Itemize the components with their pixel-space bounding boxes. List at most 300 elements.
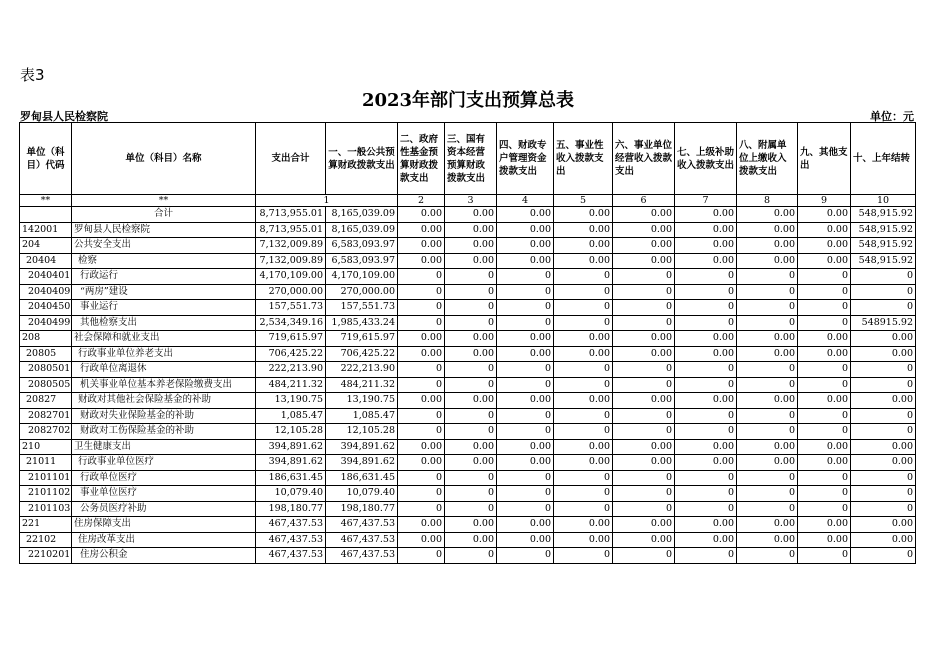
organization-name: 罗甸县人民检察院: [20, 110, 108, 123]
row-value: 0.00: [398, 207, 445, 223]
row-value: 0: [851, 362, 916, 378]
row-name: 公共安全支出: [72, 238, 256, 254]
row-code: 2080505: [20, 377, 72, 393]
row-name: 住房保障支出: [72, 517, 256, 533]
row-value: 7,132,009.89: [256, 238, 326, 254]
row-value: 0.00: [675, 517, 737, 533]
row-value: 0.00: [497, 532, 554, 548]
table-row: [20, 470, 916, 486]
row-value: 0: [851, 300, 916, 316]
row-value: 0.00: [737, 207, 798, 223]
row-value: 0: [497, 470, 554, 486]
row-value: 0: [613, 377, 675, 393]
row-value: 0: [675, 470, 737, 486]
row-value: 8,165,039.09: [326, 222, 398, 238]
row-value: 0: [398, 548, 445, 564]
row-value: 0: [398, 300, 445, 316]
row-value: 467,437.53: [326, 532, 398, 548]
row-name: 合计: [72, 207, 256, 223]
table-tag: 表3: [20, 66, 45, 84]
row-value: 0: [737, 300, 798, 316]
row-value: 0: [398, 284, 445, 300]
row-value: 0: [798, 269, 851, 285]
row-value: 13,190.75: [256, 393, 326, 409]
row-value: 0: [445, 377, 497, 393]
index-row: [20, 195, 916, 207]
row-value: 0: [398, 315, 445, 331]
row-value: 0.00: [554, 253, 613, 269]
row-value: 0.00: [798, 346, 851, 362]
row-code: 20827: [20, 393, 72, 409]
row-value: 0.00: [554, 222, 613, 238]
row-value: 0: [613, 424, 675, 440]
row-value: 0: [675, 486, 737, 502]
row-value: 0.00: [445, 207, 497, 223]
row-value: 0.00: [554, 455, 613, 471]
row-value: 0.00: [798, 517, 851, 533]
row-value: 0: [798, 424, 851, 440]
row-name: 公务员医疗补助: [72, 501, 256, 517]
row-value: 0: [497, 424, 554, 440]
index-cell: 8: [737, 195, 798, 207]
row-value: 13,190.75: [326, 393, 398, 409]
row-value: 0.00: [613, 207, 675, 223]
row-value: 0: [851, 284, 916, 300]
header-general-budget: 一、一般公共预算财政拨款支出: [326, 123, 398, 195]
row-value: 0: [798, 377, 851, 393]
row-value: 0.00: [445, 455, 497, 471]
row-value: 0: [798, 501, 851, 517]
row-value: 0.00: [554, 517, 613, 533]
row-value: 0.00: [554, 393, 613, 409]
row-value: 548,915.92: [851, 238, 916, 254]
header-operating-income: 六、事业单位经营收入拨款支出: [613, 123, 675, 195]
row-value: 0.00: [497, 455, 554, 471]
row-value: 0: [613, 315, 675, 331]
table-row: [20, 439, 916, 455]
row-name: 行政事业单位医疗: [72, 455, 256, 471]
row-value: 0: [613, 362, 675, 378]
row-code: 21011: [20, 455, 72, 471]
row-value: 0.00: [613, 455, 675, 471]
index-cell: 4: [497, 195, 554, 207]
row-value: 548,915.92: [851, 222, 916, 238]
row-value: 0: [613, 486, 675, 502]
row-value: 0.00: [445, 331, 497, 347]
row-value: 0.00: [675, 207, 737, 223]
row-value: 0: [851, 470, 916, 486]
row-value: 0: [497, 548, 554, 564]
row-value: 0.00: [445, 222, 497, 238]
row-value: 1,085.47: [326, 408, 398, 424]
row-value: 0: [798, 362, 851, 378]
row-value: 0.00: [554, 346, 613, 362]
row-value: 186,631.45: [256, 470, 326, 486]
row-value: 0.00: [675, 346, 737, 362]
row-value: 0: [445, 362, 497, 378]
row-value: 0: [497, 362, 554, 378]
table-row: [20, 362, 916, 378]
row-value: 0.00: [398, 517, 445, 533]
row-code: 2040450: [20, 300, 72, 316]
row-value: 0: [675, 300, 737, 316]
index-cell: 10: [851, 195, 916, 207]
row-value: 6,583,093.97: [326, 238, 398, 254]
budget-table: [19, 122, 916, 564]
row-value: 0.00: [798, 532, 851, 548]
row-value: 0.00: [497, 393, 554, 409]
row-value: 0: [398, 269, 445, 285]
row-value: 0.00: [737, 238, 798, 254]
row-value: 4,170,109.00: [326, 269, 398, 285]
index-cell: 7: [675, 195, 737, 207]
index-cell: 6: [613, 195, 675, 207]
row-value: 0.00: [497, 238, 554, 254]
table-row: [20, 377, 916, 393]
row-value: 0.00: [851, 517, 916, 533]
row-code: 20805: [20, 346, 72, 362]
row-value: 157,551.73: [326, 300, 398, 316]
row-value: 0: [613, 501, 675, 517]
row-value: 0.00: [851, 439, 916, 455]
row-value: 0: [613, 408, 675, 424]
row-value: 12,105.28: [256, 424, 326, 440]
row-name: 行政运行: [72, 269, 256, 285]
row-value: 0: [445, 315, 497, 331]
row-value: 0.00: [497, 517, 554, 533]
table-row: [20, 269, 916, 285]
row-value: 10,079.40: [326, 486, 398, 502]
row-code: 2082702: [20, 424, 72, 440]
row-value: 186,631.45: [326, 470, 398, 486]
row-value: 0.00: [798, 238, 851, 254]
row-value: 0.00: [445, 532, 497, 548]
row-value: 0.00: [798, 207, 851, 223]
header-gov-fund: 二、政府性基金预算财政拨款支出: [398, 123, 445, 195]
row-name: “两房”建设: [72, 284, 256, 300]
row-value: 8,713,955.01: [256, 207, 326, 223]
row-value: 0.00: [851, 455, 916, 471]
row-value: 394,891.62: [326, 439, 398, 455]
row-value: 0.00: [613, 532, 675, 548]
row-value: 0: [737, 284, 798, 300]
row-value: 0: [737, 501, 798, 517]
row-value: 0: [798, 315, 851, 331]
row-value: 4,170,109.00: [256, 269, 326, 285]
row-name: 住房改革支出: [72, 532, 256, 548]
header-other: 九、其他支出: [798, 123, 851, 195]
row-value: 222,213.90: [256, 362, 326, 378]
row-value: 484,211.32: [326, 377, 398, 393]
header-state-capital: 三、国有资本经营预算财政拨款支出: [445, 123, 497, 195]
row-value: 0: [737, 424, 798, 440]
row-value: 0.00: [398, 455, 445, 471]
row-code: 2040401: [20, 269, 72, 285]
row-value: 0: [398, 486, 445, 502]
row-code: [20, 207, 72, 223]
row-value: 0: [675, 315, 737, 331]
row-value: 0.00: [737, 331, 798, 347]
table-row: [20, 207, 916, 223]
row-value: 0: [675, 362, 737, 378]
row-value: 0.00: [497, 346, 554, 362]
row-value: 548,915.92: [851, 253, 916, 269]
row-value: 0: [851, 377, 916, 393]
row-value: 0: [798, 408, 851, 424]
row-value: 10,079.40: [256, 486, 326, 502]
row-value: 0: [497, 300, 554, 316]
row-value: 0.00: [675, 222, 737, 238]
table-row: [20, 455, 916, 471]
row-value: 0.00: [398, 346, 445, 362]
table-row: [20, 532, 916, 548]
row-code: 2082701: [20, 408, 72, 424]
row-value: 0: [798, 548, 851, 564]
row-value: 0.00: [851, 331, 916, 347]
table-row: [20, 393, 916, 409]
row-value: 8,713,955.01: [256, 222, 326, 238]
row-value: 0: [737, 470, 798, 486]
row-value: 0.00: [737, 517, 798, 533]
row-code: 208: [20, 331, 72, 347]
row-value: 0.00: [554, 439, 613, 455]
row-code: 204: [20, 238, 72, 254]
row-value: 0: [398, 377, 445, 393]
row-value: 0: [613, 269, 675, 285]
row-value: 0: [798, 300, 851, 316]
row-value: 0: [445, 548, 497, 564]
row-code: 2101102: [20, 486, 72, 502]
row-value: 467,437.53: [256, 517, 326, 533]
row-value: 0: [613, 284, 675, 300]
row-code: 2210201: [20, 548, 72, 564]
row-value: 0.00: [398, 222, 445, 238]
row-value: 0: [851, 269, 916, 285]
row-value: 6,583,093.97: [326, 253, 398, 269]
row-value: 706,425.22: [326, 346, 398, 362]
row-name: 财政对失业保险基金的补助: [72, 408, 256, 424]
row-value: 0.00: [675, 439, 737, 455]
row-value: 0: [737, 548, 798, 564]
row-value: 0: [675, 501, 737, 517]
row-name: 财政对工伤保险基金的补助: [72, 424, 256, 440]
row-value: 0.00: [851, 532, 916, 548]
row-name: 住房公积金: [72, 548, 256, 564]
row-name: 事业单位医疗: [72, 486, 256, 502]
row-value: 0.00: [737, 253, 798, 269]
row-value: 0.00: [398, 393, 445, 409]
unit-label: 单位：元: [870, 110, 914, 123]
row-value: 1,985,433.24: [326, 315, 398, 331]
row-value: 0.00: [554, 331, 613, 347]
row-name: 事业运行: [72, 300, 256, 316]
row-name: 机关事业单位基本养老保险缴费支出: [72, 377, 256, 393]
row-value: 0.00: [737, 222, 798, 238]
row-value: 0: [675, 408, 737, 424]
row-value: 394,891.62: [256, 439, 326, 455]
row-value: 0.00: [675, 393, 737, 409]
row-value: 0: [675, 548, 737, 564]
row-value: 0.00: [737, 455, 798, 471]
table-row: [20, 284, 916, 300]
row-value: 0: [554, 501, 613, 517]
row-value: 2,534,349.16: [256, 315, 326, 331]
row-value: 0: [554, 470, 613, 486]
row-value: 0: [798, 284, 851, 300]
row-value: 270,000.00: [326, 284, 398, 300]
row-value: 0: [445, 470, 497, 486]
row-value: 0: [554, 424, 613, 440]
row-value: 0.00: [798, 393, 851, 409]
row-value: 0: [554, 284, 613, 300]
table-row: [20, 486, 916, 502]
row-value: 0: [675, 269, 737, 285]
row-value: 0: [398, 362, 445, 378]
header-affiliated-income: 八、附属单位上缴收入拨款支出: [737, 123, 798, 195]
row-value: 0: [554, 315, 613, 331]
row-value: 0.00: [554, 532, 613, 548]
table-row: [20, 331, 916, 347]
row-name: 行政事业单位养老支出: [72, 346, 256, 362]
row-value: 0.00: [398, 532, 445, 548]
row-code: 221: [20, 517, 72, 533]
index-cell: 9: [798, 195, 851, 207]
header-special-account: 四、财政专户管理资金拨款支出: [497, 123, 554, 195]
row-value: 0.00: [675, 253, 737, 269]
row-code: 2040499: [20, 315, 72, 331]
row-value: 0: [445, 300, 497, 316]
row-value: 0.00: [398, 238, 445, 254]
row-value: 0: [445, 408, 497, 424]
row-value: 467,437.53: [256, 532, 326, 548]
row-value: 0.00: [798, 253, 851, 269]
row-value: 0: [445, 424, 497, 440]
row-value: 0.00: [675, 532, 737, 548]
row-value: 270,000.00: [256, 284, 326, 300]
index-cell: 2: [398, 195, 445, 207]
table-row: [20, 501, 916, 517]
row-value: 0.00: [398, 331, 445, 347]
row-value: 0.00: [737, 393, 798, 409]
table-row: [20, 346, 916, 362]
row-value: 0.00: [851, 346, 916, 362]
row-value: 0.00: [798, 331, 851, 347]
row-value: 706,425.22: [256, 346, 326, 362]
row-value: 0: [737, 408, 798, 424]
row-value: 0: [554, 269, 613, 285]
row-value: 0.00: [497, 222, 554, 238]
row-value: 0: [497, 284, 554, 300]
row-value: 0: [398, 424, 445, 440]
row-value: 484,211.32: [256, 377, 326, 393]
row-value: 719,615.97: [256, 331, 326, 347]
row-code: 2101103: [20, 501, 72, 517]
row-value: 0.00: [497, 439, 554, 455]
row-value: 0.00: [737, 439, 798, 455]
row-value: 0: [445, 284, 497, 300]
row-value: 0: [613, 300, 675, 316]
table-row: [20, 315, 916, 331]
row-value: 0: [554, 486, 613, 502]
row-value: 0.00: [613, 393, 675, 409]
row-code: 210: [20, 439, 72, 455]
row-value: 0.00: [445, 439, 497, 455]
row-value: 0: [737, 269, 798, 285]
row-value: 0.00: [554, 207, 613, 223]
row-value: 0: [851, 501, 916, 517]
row-value: 0.00: [798, 222, 851, 238]
row-value: 198,180.77: [256, 501, 326, 517]
row-value: 0.00: [497, 253, 554, 269]
row-value: 0.00: [675, 331, 737, 347]
row-value: 0: [851, 548, 916, 564]
row-value: 0.00: [613, 222, 675, 238]
row-value: 12,105.28: [326, 424, 398, 440]
row-value: 0.00: [445, 253, 497, 269]
row-code: 2101101: [20, 470, 72, 486]
row-value: 394,891.62: [326, 455, 398, 471]
row-value: 0: [675, 377, 737, 393]
row-value: 0.00: [497, 331, 554, 347]
row-value: 7,132,009.89: [256, 253, 326, 269]
row-value: 548915.92: [851, 315, 916, 331]
row-value: 0.00: [613, 346, 675, 362]
row-value: 0: [851, 408, 916, 424]
row-code: 2040409: [20, 284, 72, 300]
header-carryover: 十、上年结转: [851, 123, 916, 195]
row-value: 0: [497, 486, 554, 502]
row-name: 卫生健康支出: [72, 439, 256, 455]
row-name: 财政对其他社会保险基金的补助: [72, 393, 256, 409]
row-value: 467,437.53: [256, 548, 326, 564]
row-value: 0.00: [737, 532, 798, 548]
row-value: 0.00: [497, 207, 554, 223]
row-value: 0.00: [554, 238, 613, 254]
row-name: 检察: [72, 253, 256, 269]
row-value: 0.00: [798, 439, 851, 455]
row-value: 0: [737, 315, 798, 331]
row-name: 社会保障和就业支出: [72, 331, 256, 347]
row-value: 0: [445, 501, 497, 517]
row-value: 0: [554, 377, 613, 393]
row-value: 0: [737, 362, 798, 378]
row-value: 0: [497, 377, 554, 393]
table-row: [20, 222, 916, 238]
row-value: 198,180.77: [326, 501, 398, 517]
row-value: 0: [675, 424, 737, 440]
row-value: 0.00: [398, 439, 445, 455]
header-code: 单位（科目）代码: [20, 123, 72, 195]
table-row: [20, 238, 916, 254]
table-row: [20, 408, 916, 424]
row-code: 2080501: [20, 362, 72, 378]
row-value: 0.00: [445, 517, 497, 533]
header-business-income: 五、事业性收入拨款支出: [554, 123, 613, 195]
header-total: 支出合计: [256, 123, 326, 195]
row-value: 0: [554, 548, 613, 564]
table-row: [20, 253, 916, 269]
row-value: 1,085.47: [256, 408, 326, 424]
row-value: 0.00: [675, 455, 737, 471]
row-value: 0.00: [445, 238, 497, 254]
row-value: 0: [497, 501, 554, 517]
row-code: 20404: [20, 253, 72, 269]
row-value: 0: [554, 408, 613, 424]
row-value: 548,915.92: [851, 207, 916, 223]
row-value: 0: [398, 408, 445, 424]
row-value: 222,213.90: [326, 362, 398, 378]
row-value: 0.00: [851, 393, 916, 409]
